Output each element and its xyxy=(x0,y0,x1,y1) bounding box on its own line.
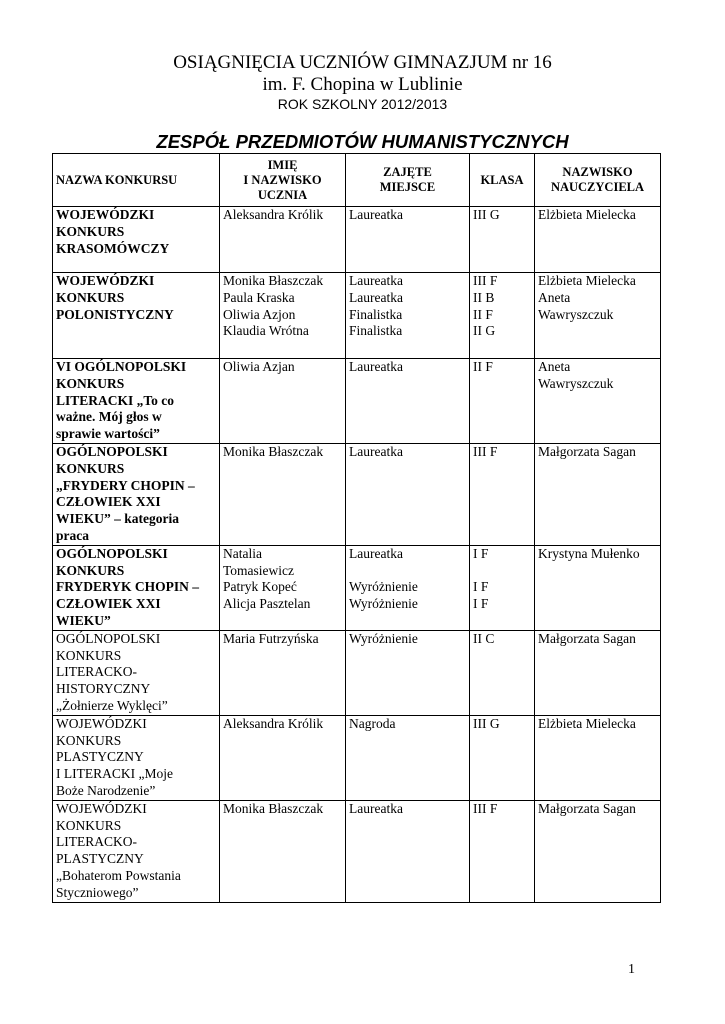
place-line: Nagroda xyxy=(349,715,396,731)
table-body xyxy=(53,207,661,903)
header-student-line-1: IMIĘ xyxy=(267,157,298,172)
class-cell xyxy=(470,273,535,359)
header-teacher-line-1: NAZWISKO xyxy=(562,165,633,179)
place-line: Wyróżnienie xyxy=(349,579,418,595)
header-teacher xyxy=(535,154,661,207)
place-cell xyxy=(346,359,470,444)
student-line: Maria Futrzyńska xyxy=(223,630,319,646)
contest-line: CZŁOWIEK XXI xyxy=(56,494,161,510)
student-line: Aleksandra Królik xyxy=(223,715,324,731)
teacher-cell xyxy=(535,273,661,359)
class-line: II C xyxy=(473,630,495,646)
teacher-line: Małgorzata Sagan xyxy=(538,800,636,816)
teacher-line: Małgorzata Sagan xyxy=(538,630,636,646)
header-place-line-2: MIEJSCE xyxy=(379,180,436,194)
teacher-line: Elżbieta Mielecka xyxy=(538,207,636,222)
class-line: III G xyxy=(473,715,500,731)
contest-line: praca xyxy=(56,527,89,543)
place-line: Laureatka xyxy=(349,545,403,561)
class-cell xyxy=(470,630,535,715)
page-number: 1 xyxy=(628,962,635,977)
teacher-line: Krystyna Mułenko xyxy=(538,545,640,561)
place-cell xyxy=(346,443,470,545)
class-cell xyxy=(470,443,535,545)
teacher-cell xyxy=(535,800,661,902)
contest-line: KONKURS xyxy=(56,375,125,391)
class-line: III F xyxy=(473,273,498,288)
contest-line: KONKURS xyxy=(56,562,125,578)
place-line: Laureatka xyxy=(349,800,403,816)
document-header xyxy=(0,52,725,112)
contest-line: WIEKU” – kategoria xyxy=(56,511,179,527)
teacher-cell xyxy=(535,715,661,800)
place-line: Laureatka xyxy=(349,207,403,222)
contest-cell xyxy=(53,630,220,715)
contest-line: POLONISTYCZNY xyxy=(56,306,174,322)
table-row xyxy=(53,545,661,630)
contest-cell xyxy=(53,545,220,630)
contest-line: KONKURS xyxy=(56,460,125,476)
header-class-label: KLASA xyxy=(480,172,524,187)
contest-line: WOJEWÓDZKI xyxy=(56,800,147,816)
table-row xyxy=(53,273,661,359)
header-student-line-2: I NAZWISKO xyxy=(243,172,322,187)
contest-line: OGÓLNOPOLSKI xyxy=(56,630,161,646)
student-line: Oliwia Azjan xyxy=(223,359,295,374)
contest-line: KONKURS xyxy=(56,223,125,239)
contest-line: VI OGÓLNOPOLSKI xyxy=(56,359,187,374)
contest-line: „Żołnierze Wyklęci” xyxy=(56,697,168,713)
class-line: I F xyxy=(473,545,489,561)
student-cell xyxy=(220,630,346,715)
teacher-line: Aneta xyxy=(538,289,571,305)
contest-line: FRYDERYK CHOPIN – xyxy=(56,579,200,595)
student-line: Klaudia Wrótna xyxy=(223,323,309,339)
student-line: Monika Błaszczak xyxy=(223,273,324,288)
class-line: II F xyxy=(473,306,493,322)
place-line: Finalistka xyxy=(349,323,403,339)
class-line: III G xyxy=(473,207,500,222)
student-cell xyxy=(220,715,346,800)
class-line: III F xyxy=(473,443,498,459)
place-cell xyxy=(346,545,470,630)
contest-cell xyxy=(53,715,220,800)
table-row xyxy=(53,443,661,545)
place-line: Finalistka xyxy=(349,306,403,322)
student-line: Patryk Kopeć xyxy=(223,579,297,595)
class-cell xyxy=(470,207,535,273)
place-line: Wyróżnienie xyxy=(349,630,418,646)
header-contest-label: NAZWA KONKURSU xyxy=(56,172,178,187)
contest-cell xyxy=(53,207,220,273)
achievements-table xyxy=(52,153,661,903)
student-cell xyxy=(220,273,346,359)
contest-line: CZŁOWIEK XXI xyxy=(56,596,161,612)
contest-line: LITERACKO- xyxy=(56,834,137,850)
contest-line: LITERACKI „To co xyxy=(56,392,175,408)
student-cell xyxy=(220,443,346,545)
place-cell xyxy=(346,273,470,359)
teacher-line: Małgorzata Sagan xyxy=(538,443,636,459)
class-line: III F xyxy=(473,800,498,816)
place-line: Laureatka xyxy=(349,359,403,374)
contest-line: LITERACKO- xyxy=(56,664,137,680)
place-line: Laureatka xyxy=(349,273,403,288)
student-line: Alicja Pasztelan xyxy=(223,596,311,612)
contest-cell xyxy=(53,359,220,444)
place-cell xyxy=(346,715,470,800)
contest-line: HISTORYCZNY xyxy=(56,681,151,697)
student-line: Monika Błaszczak xyxy=(223,800,324,816)
table-header-row xyxy=(53,154,661,207)
contest-line: OGÓLNOPOLSKI xyxy=(56,443,168,459)
student-line: Tomasiewicz xyxy=(223,562,295,578)
class-line: II B xyxy=(473,289,495,305)
header-place xyxy=(346,154,470,207)
header-class xyxy=(470,154,535,207)
header-place-line-1: ZAJĘTE xyxy=(383,165,432,179)
class-cell xyxy=(470,359,535,444)
contest-line: PLASTYCZNY xyxy=(56,749,144,765)
student-line: Aleksandra Królik xyxy=(223,207,324,222)
contest-line: KONKURS xyxy=(56,817,122,833)
student-line: Monika Błaszczak xyxy=(223,443,324,459)
contest-line: KONKURS xyxy=(56,647,122,663)
class-cell xyxy=(470,545,535,630)
contest-line: I LITERACKI „Moje xyxy=(56,766,173,782)
class-line: I F xyxy=(473,596,489,612)
contest-cell xyxy=(53,443,220,545)
school-name: im. F. Chopina w Lublinie xyxy=(262,74,463,95)
contest-line: Styczniowego” xyxy=(56,884,139,900)
teacher-cell xyxy=(535,207,661,273)
table-row xyxy=(53,800,661,902)
teacher-cell xyxy=(535,630,661,715)
class-line xyxy=(473,563,531,580)
header-student-line-3: UCZNIA xyxy=(257,187,308,202)
contest-line: KRASOMÓWCZY xyxy=(56,240,170,256)
place-line: Laureatka xyxy=(349,443,403,459)
student-cell xyxy=(220,800,346,902)
teacher-cell xyxy=(535,443,661,545)
place-cell xyxy=(346,800,470,902)
place-cell xyxy=(346,207,470,273)
teacher-line: Elżbieta Mielecka xyxy=(538,273,636,288)
section-title: ZESPÓŁ PRZEDMIOTÓW HUMANISTYCZNYCH xyxy=(156,131,569,152)
contest-line: KONKURS xyxy=(56,289,125,305)
student-line: Oliwia Azjon xyxy=(223,306,296,322)
teacher-line: Wawryszczuk xyxy=(538,306,614,322)
teacher-line: Elżbieta Mielecka xyxy=(538,715,636,731)
student-cell xyxy=(220,545,346,630)
student-cell xyxy=(220,207,346,273)
contest-line: „FRYDERY CHOPIN – xyxy=(56,477,195,493)
student-line: Paula Kraska xyxy=(223,289,295,305)
table-row xyxy=(53,630,661,715)
header-teacher-line-2: NAUCZYCIELA xyxy=(550,180,645,194)
teacher-line: Aneta xyxy=(538,359,571,374)
contest-line: ważne. Mój głos w xyxy=(56,409,162,425)
contest-line: WOJEWÓDZKI xyxy=(56,715,147,731)
document-title: OSIĄGNIĘCIA UCZNIÓW GIMNAZJUM nr 16 xyxy=(173,52,552,73)
class-line: I F xyxy=(473,579,489,595)
contest-line: KONKURS xyxy=(56,732,122,748)
student-line: Natalia xyxy=(223,545,262,561)
contest-line: Boże Narodzenie” xyxy=(56,782,156,798)
teacher-cell xyxy=(535,359,661,444)
class-cell xyxy=(470,715,535,800)
class-line: II F xyxy=(473,359,493,374)
teacher-cell xyxy=(535,545,661,630)
student-cell xyxy=(220,359,346,444)
contest-cell xyxy=(53,800,220,902)
header-contest xyxy=(53,154,220,207)
class-line: II G xyxy=(473,323,496,339)
contest-line: „Bohaterom Powstania xyxy=(56,867,181,883)
contest-line: WIEKU” xyxy=(56,612,111,628)
place-cell xyxy=(346,630,470,715)
contest-line: OGÓLNOPOLSKI xyxy=(56,545,168,561)
contest-line: WOJEWÓDZKI xyxy=(56,273,155,288)
place-line: Wyróżnienie xyxy=(349,596,418,612)
table-row xyxy=(53,359,661,444)
place-line xyxy=(349,563,466,580)
table-row xyxy=(53,207,661,273)
contest-line: sprawie wartości” xyxy=(56,426,160,442)
contest-line: WOJEWÓDZKI xyxy=(56,207,155,222)
school-year: ROK SZKOLNY 2012/2013 xyxy=(277,96,448,112)
header-student xyxy=(220,154,346,207)
contest-line: PLASTYCZNY xyxy=(56,851,144,867)
place-line: Laureatka xyxy=(349,289,403,305)
contest-cell xyxy=(53,273,220,359)
teacher-line: Wawryszczuk xyxy=(538,375,614,391)
class-cell xyxy=(470,800,535,902)
table-row xyxy=(53,715,661,800)
